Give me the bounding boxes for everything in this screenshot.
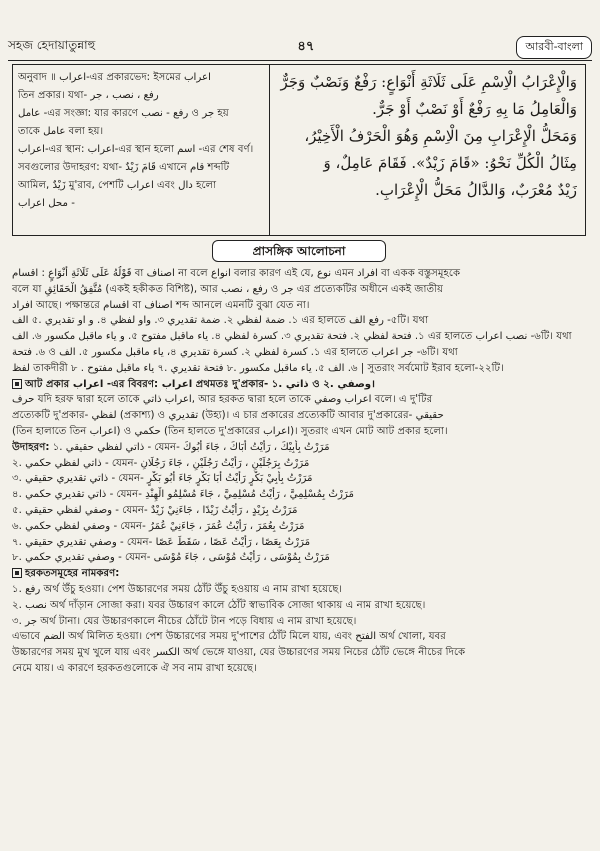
- bangla-line: তিন প্রকার। যথা- رفع ، نصب ، جر: [18, 90, 159, 101]
- example-line: উদাহরণ: ১. ذاتي لفظي حقيقي - যেমন- مَرَرْتُ بِأَبِيْكَ ، رَأَيْتُ أَبَاكَ ، جَاءَ أَبُوكَ: [12, 441, 330, 453]
- list-line: الف ‍৫. و او تقديري .৪ واو لفظي .৩ ضمة تقديري .২ ضمة لفظي .১ এর হালতে رفع الف -৫টি। যথা: [12, 315, 429, 327]
- page-header: [8, 34, 592, 61]
- bangla-line: তাকে عامل বলা হয়।: [18, 126, 104, 137]
- bangla-line: اعراب-এর স্থান: اعراب-এর স্থান হলো اسم -এর শেষ বর্ণ।: [18, 144, 254, 155]
- example-line: ২. ذاتي لفظي حكمي - যেমন- مَرَرْتُ بِرَجُلَيْنِ ، رَأَيْتُ رَجُلَيْنِ ، جَاءَ رَجُلَانِ: [12, 457, 310, 469]
- bangla-line: অনুবাদ ॥ اعراب-এর প্রকারভেদ: ইসমের اعراب: [18, 72, 211, 83]
- checkbox-bullet-icon: [12, 379, 22, 389]
- intro-line: قَوْلُهُ عَلَى ثَلَاثَةِ أَنْوَاعٍ : اقسام বা اصناف না বলে انواع বলার কারণ এই যে, نوع এমন افراد বা একক বস্তুসমূহকে: [12, 268, 461, 279]
- list-line: لفظ তাকদীরী ৮ . ياء ماقبل مفتوح ৭. فتحة تقديري ৮. ياء ماقبل مكسور .৫ الف .৬ | সুতরাং সর্বমোট ইরাব হলো-২২টি।: [12, 362, 504, 374]
- harakat-line: নেমে যায়। এ কারণে হরকতগুলোকে ঐ সব নাম রাখা হয়েছে।: [12, 662, 257, 674]
- types-line: حرف যদি হরফ দ্বারা হলে তাকে اعراب ذاتي, আর হরকত দ্বারা হলে তাকে اعراب وصفي বলে। এ দু'টির: [12, 394, 433, 406]
- harakat-heading: হরকতসমূহের নামকরণ:: [12, 566, 586, 582]
- intro-line: বলে যা مُتَّفِقُ الْحَقَائِقِ (একই হকীকত বিশিষ্ট), আর رفع ، نصب ও جر এর প্রত্যেকটির অধীনে একই জাতীয়: [12, 283, 444, 295]
- section-title: প্রাসঙ্গিক আলোচনা: [212, 240, 386, 262]
- harakat-line: এভাবে الضم অর্থ মিলিত হওয়া। পেশ উচ্চারণের সময় দু'পাশের ঠোঁট মিলে যায়, এবং الفتح অর্থ খোলা, যবর: [12, 631, 446, 643]
- intro-line: افراد আছে। পক্ষান্তরে اقسام বা اصناف শব্দ আনলে এমনটি বুঝা যেত না।: [12, 299, 310, 311]
- harakat-line: ৩. جر অর্থ টানা। যের উচ্চারণকালে নীচের ঠোঁটে টান পড়ে বিধায় এ নাম রাখা হয়েছে।: [12, 615, 357, 627]
- book-title: সহজ হেদায়াতুন্নাহু: [8, 38, 96, 52]
- bangla-line: محل اعراب -: [18, 198, 75, 209]
- examples-label: উদাহরণ:: [12, 441, 50, 453]
- types-heading: আট প্রকার اعراب -এর বিবরণ: اعراب প্রথমতঃ দু'প্রকার- ১. ذاتي ও ২. وصفي।: [12, 377, 586, 393]
- example-line: ৭. وصفي تقديري حقيقي - যেমন- مَرَرْتُ بِعَصًا ، رَأَيْتُ عَصًا ، سَقَطَ عَصًا: [12, 536, 311, 548]
- text-translation-box: [12, 64, 586, 236]
- types-line: প্রত্যেকটি দু'প্রকার- لفظي (প্রকাশ্য) ও تقديري (উহ্য)। এ চার প্রকারের প্রত্যেকটি আবার দু'প্রকারের- حقيقي: [12, 410, 444, 422]
- arabic-line: مِثَالُ الْكُلِّ نَحْوُ: «قَامَ زَيْدٌ». فَقَامَ عَامِلٌ، وَ: [323, 154, 577, 172]
- types-line: (তিন হালাতে তিন اعراب) ও حكمي (তিন হালতে দু'প্রকারের اعراب)। সুতরাং এখন মোট আট প্রকার হলো।: [12, 425, 448, 437]
- example-line: ৪. ذاتي تقديري حكمي - যেমন- مَرَرْتُ بِمُسْلِمِيَّ ، رَأَيْتُ مُسْلِمِيَّ ، جَاءَ مُسْلِمُو الْهِنْدِ: [12, 489, 354, 501]
- harakat-line: ২. نصب অর্থ দাঁড়ান সোজা করা। যবর উচ্চারণ কালে ঠোঁট স্বাভাবিক সোজা থাকায় এ নাম রাখা হয়েছে।: [12, 599, 426, 611]
- example-line: ৮. وصفي تقديري حكمي - যেমন- مَرَرْتُ بِمُوْسَى ، رَأَيْتُ مُوْسَى ، جَاءَ مُوْسَى: [12, 552, 330, 564]
- page-number: ৪৭: [297, 38, 315, 54]
- example-line: ৬. وصفي لفظي حكمي - যেমন- مَرَرْتُ بِعُمَرَ ، رَأَيْتُ عُمَرَ ، جَاءَنِيْ عُمَرُ: [12, 520, 305, 532]
- arabic-line: وَالْعَامِلُ مَا بِهِ رَفْعٌ أَوْ نَصْبٌ أَوْ جَرٌّ.: [372, 100, 577, 118]
- bangla-line: সবগুলোর উদাহরণ: যথা- قَامَ زَيْدٌ এখানে قام শব্দটি: [18, 162, 230, 173]
- arabic-line: وَالْإِعْرَابُ الْاِسْمِ عَلَى ثَلَاثَةِ أَنْوَاعٍ: رَفْعٌ وَنَصْبٌ وَجَرٌّ: [280, 73, 577, 91]
- bangla-translation-column: [13, 65, 270, 235]
- arabic-line: زَيْدٌ مُعْرَبٌ، وَالدَّالُ مَحَلُّ الْإِعْرَابِ.: [375, 181, 577, 199]
- example-line: ৩. ذاتي تقديري حقيقي - যেমন- مَرَرْتُ بِأَبِيْ بَكْرٍ رَأَيْتُ أَبَا بَكْرٍ جَاءَ أَبُو بَكْرٍ: [12, 473, 313, 485]
- checkbox-bullet-icon: [12, 568, 22, 578]
- discussion-body: [12, 266, 586, 677]
- language-label: আরবী-বাংলা: [516, 36, 592, 59]
- harakat-line: উচ্চারণের সময় মুখ খুলে যায় এবং الكسر অর্থ ভেঙ্গে যাওয়া, যের উচ্চারণের সময় নিচের ঠোঁট ভেঙ্গে নীচের দিকে: [12, 647, 466, 659]
- harakat-line: ১. رفع অর্থ উঁচু হওয়া। পেশ উচ্চারণের সময় ঠোঁট উঁচু হওয়ায় এ নাম রাখা হয়েছে।: [12, 583, 343, 595]
- example-line: ৫. وصفي لفظي حقيقي - যেমন- مَرَرْتُ بِزَيْدٍ ، رَأَيْتُ زَيْدًا ، جَاءَنِيْ زَيْدٌ: [12, 504, 298, 516]
- bangla-line: আমিল, زَيْدٌ মু'রাব, পেশটি اعراب এবং دال হলো: [18, 180, 217, 191]
- bangla-line: عامل -এর সংজ্ঞা: যার কারণে رفع - نصب ও جر হয়: [18, 108, 229, 119]
- arabic-text-column: [270, 65, 585, 235]
- list-line: فتحة .৬ ও الف .৫ ياء ماقبل مكسور ،৪ كسرة تقديري .২ كسرة لفظي .১ এর হালতে جر اعراب -৬টি। যথা: [12, 346, 458, 358]
- arabic-line: وَمَحَلُّ الْإِعْرَابِ مِنَ الْاِسْمِ وَهُوَ الْحَرْفُ الْأَخِيْرُ،: [304, 127, 577, 145]
- list-line: الف .৬ و ياء ماقبل مكسور .৫ ياء ماقبل مفتوح .৪ كسرة لفظي .৩ فتحة تقديري .২ فتحة لفظي .১ এর হালতে نصب اعراب -৬টি। যথা: [12, 331, 572, 343]
